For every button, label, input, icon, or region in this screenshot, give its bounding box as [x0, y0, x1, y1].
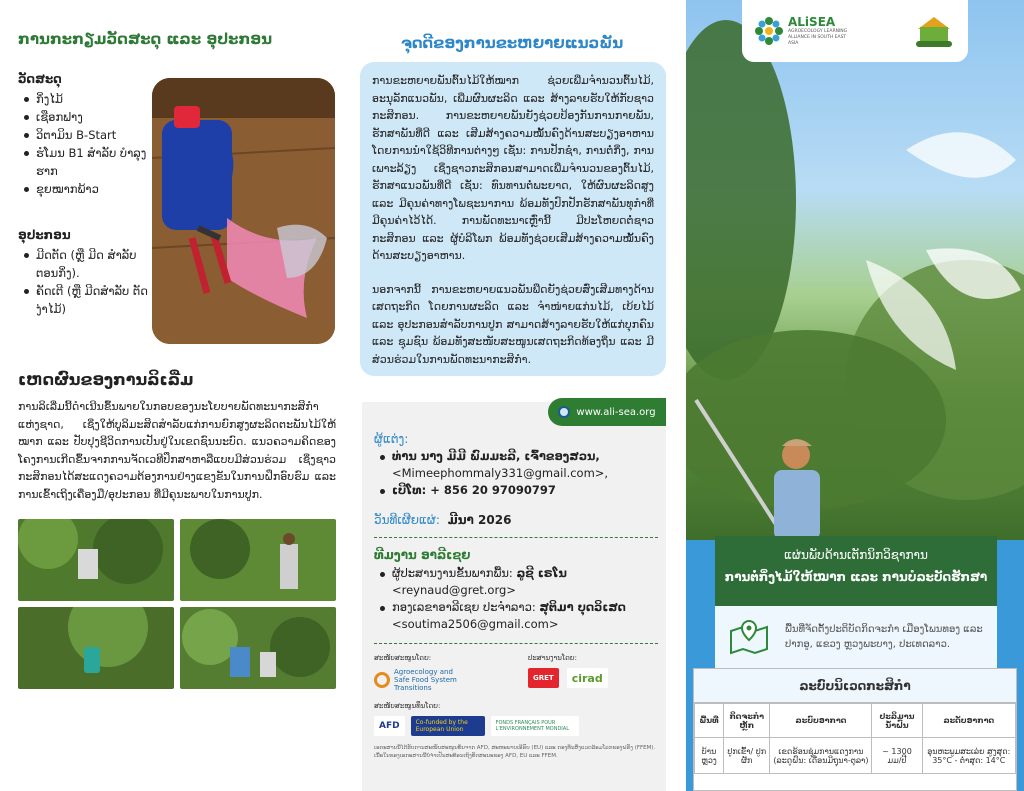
author-label: ຜູ້ແຕ່ງ: — [374, 432, 409, 446]
list-item: ກິ່ງໄມ້ — [18, 90, 148, 108]
photo-gallery — [18, 519, 336, 689]
team-name: ສຸຕິມາ ບຸດວິເສດ — [539, 600, 626, 614]
table-cell: ເຂດຮ້ອນຊຸ່ມການແດງການ (ລະດູຝົນ: ເດືອນມິຖຸນາ-ຕຸລາ) — [770, 738, 872, 774]
location-text: ພື້ນທີ່ຈັດຕັ້ງປະຕິບັດກິດຈະກໍາ ເມືອງໂພນທອງ ແລະ ປາກອູ, ແຂວງ ຫຼວງພະບາງ, ປະເທດລາວ. — [785, 624, 983, 650]
asset-logo-text: Agroecology and Safe Food System Transitions — [394, 668, 457, 692]
table-header: ລະບົບອາກາດ — [770, 704, 872, 738]
team-title: ທີມງານ ອາລີເຊຍ — [374, 548, 471, 562]
table-cell: ບ້ານຫຼວງ — [695, 738, 724, 774]
eu-logo: Co-funded by the European Union — [411, 716, 485, 736]
list-item: ວິຕາມິນ B-Start — [18, 126, 148, 144]
gret-logo: GRET — [528, 668, 559, 688]
supported-label: ສະໜັບສະໜູນໂດຍ: — [374, 654, 432, 662]
banner-title: ການຕໍ່ກິ່ງໄມ້ໃຫ້ໝາກ ແລະ ການບໍລະບັດຮັກສາ — [724, 570, 988, 584]
table-cell: ອຸນຫະພູມສະເລ່ຍ ສູງສຸດ: 35°C - ຕ່ຳສຸດ: 14°C — [922, 738, 1015, 774]
team-name: ລູຊີ ເຣໂນ — [516, 566, 567, 580]
table-row — [695, 738, 1016, 774]
phone-item — [374, 482, 658, 499]
materials-list — [18, 90, 148, 198]
materials-title: ການກະກຽມວັດສະດຸ ແລະ ອຸປະກອນ — [18, 30, 273, 48]
website-link[interactable] — [548, 398, 666, 426]
globe-icon — [558, 406, 570, 418]
divider — [374, 537, 658, 538]
materials-section — [18, 72, 148, 198]
benefits-paragraph-1: ການຂະຫຍາຍພັນຕົ້ນໄມ້ໃຫ້ໝາກ ຊ່ວຍເພີ່ມຈຳນວນຕົ້ນໄມ້, ອະນຸລັກແນວພັນ, ເພີ່ມຜົນຜະລິດ ແລະ ສ້າງລາຍຮັບໃຫ້ກັບຊາວກະສິກອນ. ການຂະຫຍາຍພັນຍັງຊ່ວຍປ້ອງກັນການກາຍພັນ, ຮັກສາພັນທີ່ດີ ແລະ ເສີມສ້າງຄວາມໝັ້ນຄົງດ້ານສະບຽງອາຫານ ໂດຍການນຳໃຊ້ວິທີການຕ່າງໆ ເຊັ່ນ: ການປັກຊໍາ, ການຕໍ່ກິ່ງ, ການເພາະລ້ຽງ ເຊິ່ງຊາວກະສິກອນສາມາດເພີ່ມຈຳນວນຂອງຕົ້ນໄມ້, ຮັກສາແນວພັນທີ່ດີ ເຊັ່ນ: ທົນທານຕໍ່ພະຍາດ, ໃຫ້ຜົນຜະລິດສູງ ແລະ ມີຄຸນຄ່າທາງໂພຊະນາການ ພ້ອມທັງປົກປັກຮັກສາພັນທຸກຳທີ່ມີຄຸນຄ່າໄວ້ໄດ້. ການພັດທະນາເຫຼົ່ານີ້ ມີປະໂຫຍດຕໍ່ຊາວກະສິກອນ ແລະ ຜູ້ບໍລິໂພກ ພ້ອມທັງຊ່ວຍເສີມສ້າງຄວາມໝັ້ນຄົງດ້ານສະບຽງອາຫານ. — [372, 74, 654, 262]
materials-column — [0, 0, 345, 791]
garden-photo — [18, 519, 174, 601]
benefits-column — [352, 0, 672, 791]
author-item — [374, 448, 658, 482]
cirad-logo: cirad — [567, 668, 608, 688]
materials-heading: ວັດສະດຸ — [18, 72, 62, 86]
publish-label: ວັນທີເຜີຍແຜ່: — [374, 513, 440, 527]
team-item — [374, 565, 658, 599]
ffem-logo: FONDS FRANÇAIS POUR L'ENVIRONNEMENT MONDIAL — [491, 716, 579, 736]
reason-text: ການລິເລີ່ມນີ້ດຳເນີນຂຶ້ນພາຍໃນກອບຂອງນະໂຍບາຍພັດທະນາກະສິກຳແຫ່ງຊາດ, ເຊິ່ງໃຫ້ບູລິມະສິດສຳລັບແກ່ການຍົກສູງຜະລິດຕະພັນໄມ້ໃຫ້ໝາກ ແລະ ປັບປຸງຊີວິດການເປັນຢູ່ໃນເຂດຊົນນະບົດ. ແນວຄວາມຄິດຂອງໂຄງການເກີດຂຶ້ນຈາກການຈັດເວທີປຶກສາຫາລືແບບມີສ່ວນຮ່ວມ ເຊິ່ງຊາວກະສິກອນໄດ້ສະແດງຄວາມຕ້ອງການຢ່າງແຂງຂັນໃນການຝຶກອົບຮົມ ແລະ ການເຂົ້າເຖິງເຄື່ອງມື/ອຸປະກອນ ທີ່ມີຄຸນະພາບໃນການປູກ. — [18, 400, 336, 501]
garden-photo — [18, 607, 174, 689]
publish-date: ມີນາ 2026 — [447, 513, 512, 527]
table-header: ກິດຈະກຳຫຼັກ — [724, 704, 770, 738]
author-phone: ເບີໂທ: + 856 20 97090797 — [392, 483, 556, 497]
benefits-paragraph-2: ນອກຈາກນີ້ ການຂະຫຍາຍແນວພັນພືດຍັງຊ່ວຍສົ່ງເສີມທາງດ້ານເສດຖະກິດ ໂດຍການຜະລິດ ແລະ ຈຳໜ່າຍແກ່ນໄມ້, ເບ້ຍໄມ້ ແລະ ອຸປະກອນສຳລັບການປູກ ສາມາດສ້າງລາຍຮັບໃຫ້ແກ່ບຸກຄົນ ແລະ ຊຸມຊົນ ພ້ອມທັງສະໜັບສະໜູນເສດຖະກິດທ້ອງຖິ່ນ ແລະ ມີສ່ວນຮ່ວມໃນການພັດທະນາກະສິກຳ. — [372, 282, 654, 366]
disclaimer-text: ເອກະສານນີ້ໄດ້ຮັບການສະໜັບສະໜູນທຶນຈາກ AFD, ສະຫະພາບເອີຣົບ (EU) ແລະ ກອງທຶນສິ່ງແວດລ້ອມໂລກຂອງຝຣັ່ງ (FFEM). ເນື້ອໃນຂອງເອກະສານນີ້ບໍ່ຈໍາເປັນສະທ້ອນເຖິງທັດສະນະຂອງ AFD, EU ແລະ FFEM. — [374, 745, 656, 759]
list-item: ຂຸຍໝາກພ້າວ — [18, 180, 148, 198]
divider — [374, 643, 658, 644]
garden-photo — [180, 519, 336, 601]
alisea-flower-icon — [754, 16, 784, 46]
equipment-section — [18, 228, 148, 318]
list-item: ມີດຕັດ (ຫຼື ມີດ ສຳລັບຕອນກິ່ງ). — [18, 246, 148, 282]
funded-label: ສະໜັບສະໜູນທຶນໂດຍ: — [374, 702, 441, 710]
location-box — [715, 606, 997, 668]
banner-subtitle: ແຜ່ນພັບດ້ານເຕັກນິກວິຊາການ — [784, 548, 928, 562]
table-header: ພື້ນທີ່ — [695, 704, 724, 738]
team-role: ຜູ້ປະສານງານຂັ້ນພາກພື້ນ: — [392, 566, 513, 580]
afd-logo: AFD — [374, 716, 405, 736]
map-pin-icon — [727, 619, 771, 655]
cover-column — [686, 0, 1024, 791]
benefits-box — [360, 62, 666, 376]
team-item — [374, 599, 658, 633]
benefits-title: ຈຸດດີຂອງການຂະຫຍາຍແນວພັນ — [400, 34, 624, 52]
team-list — [374, 565, 658, 633]
table-cell: ~ 1300 ມມ/ປີ — [872, 738, 922, 774]
equipment-list — [18, 246, 148, 318]
farm-logo — [912, 11, 956, 51]
author-list — [374, 448, 658, 499]
equipment-heading: ອຸປະກອນ — [18, 228, 71, 242]
cover-banner — [715, 536, 997, 606]
team-email[interactable]: <soutima2506@gmail.com> — [392, 617, 559, 631]
website-text: www.ali-sea.org — [576, 406, 656, 418]
author-name: ທ່ານ ນາງ ມີມີ ພົມມະລີ, ເຈົ້າຂອງສວນ, — [392, 449, 600, 463]
tools-photo — [152, 78, 335, 344]
table-title: ລະບົບນິເວດກະສິກໍາ — [694, 669, 1016, 703]
garden-photo — [180, 607, 336, 689]
reason-title: ເຫດຜົນຂອງການລິເລີ່ມ — [18, 370, 194, 389]
table-header: ລະດັບອາກາດ — [922, 704, 1015, 738]
list-item: ຄັດເຕີ (ຫຼື ມີດສຳລັບ ຕັດງ່າໄມ້) — [18, 282, 148, 318]
list-item: ເຊືອກຟາງ — [18, 108, 148, 126]
partner-logos — [742, 0, 968, 62]
table-header-row — [695, 704, 1016, 738]
team-email[interactable]: <reynaud@gret.org> — [392, 583, 516, 597]
agro-table — [693, 668, 1017, 791]
cover-photo — [686, 0, 1024, 540]
alisea-name: ALiSEA — [788, 15, 836, 29]
asset-logo-icon — [374, 672, 390, 688]
coordinated-label: ປະສານງານໂດຍ: — [528, 654, 577, 662]
alisea-subtitle: AGROECOLOGY LEARNING ALLIANCE IN SOUTH EAST ASIA — [788, 29, 848, 46]
author-email[interactable]: <Mimeephommaly331@gmail.com>, — [392, 466, 609, 480]
credits-panel — [362, 402, 666, 791]
table-cell: ປູກເຂົ້າ/ ປູກຜັກ — [724, 738, 770, 774]
list-item: ຮໍໂມນ B1 ສຳລັບ ບຳລຸງຮາກ — [18, 144, 148, 180]
team-role: ກອງເລຂາອາລີເຊຍ ປະຈໍາລາວ: — [392, 600, 536, 614]
table-header: ປະລິມານນ້ຳຝົນ — [872, 704, 922, 738]
